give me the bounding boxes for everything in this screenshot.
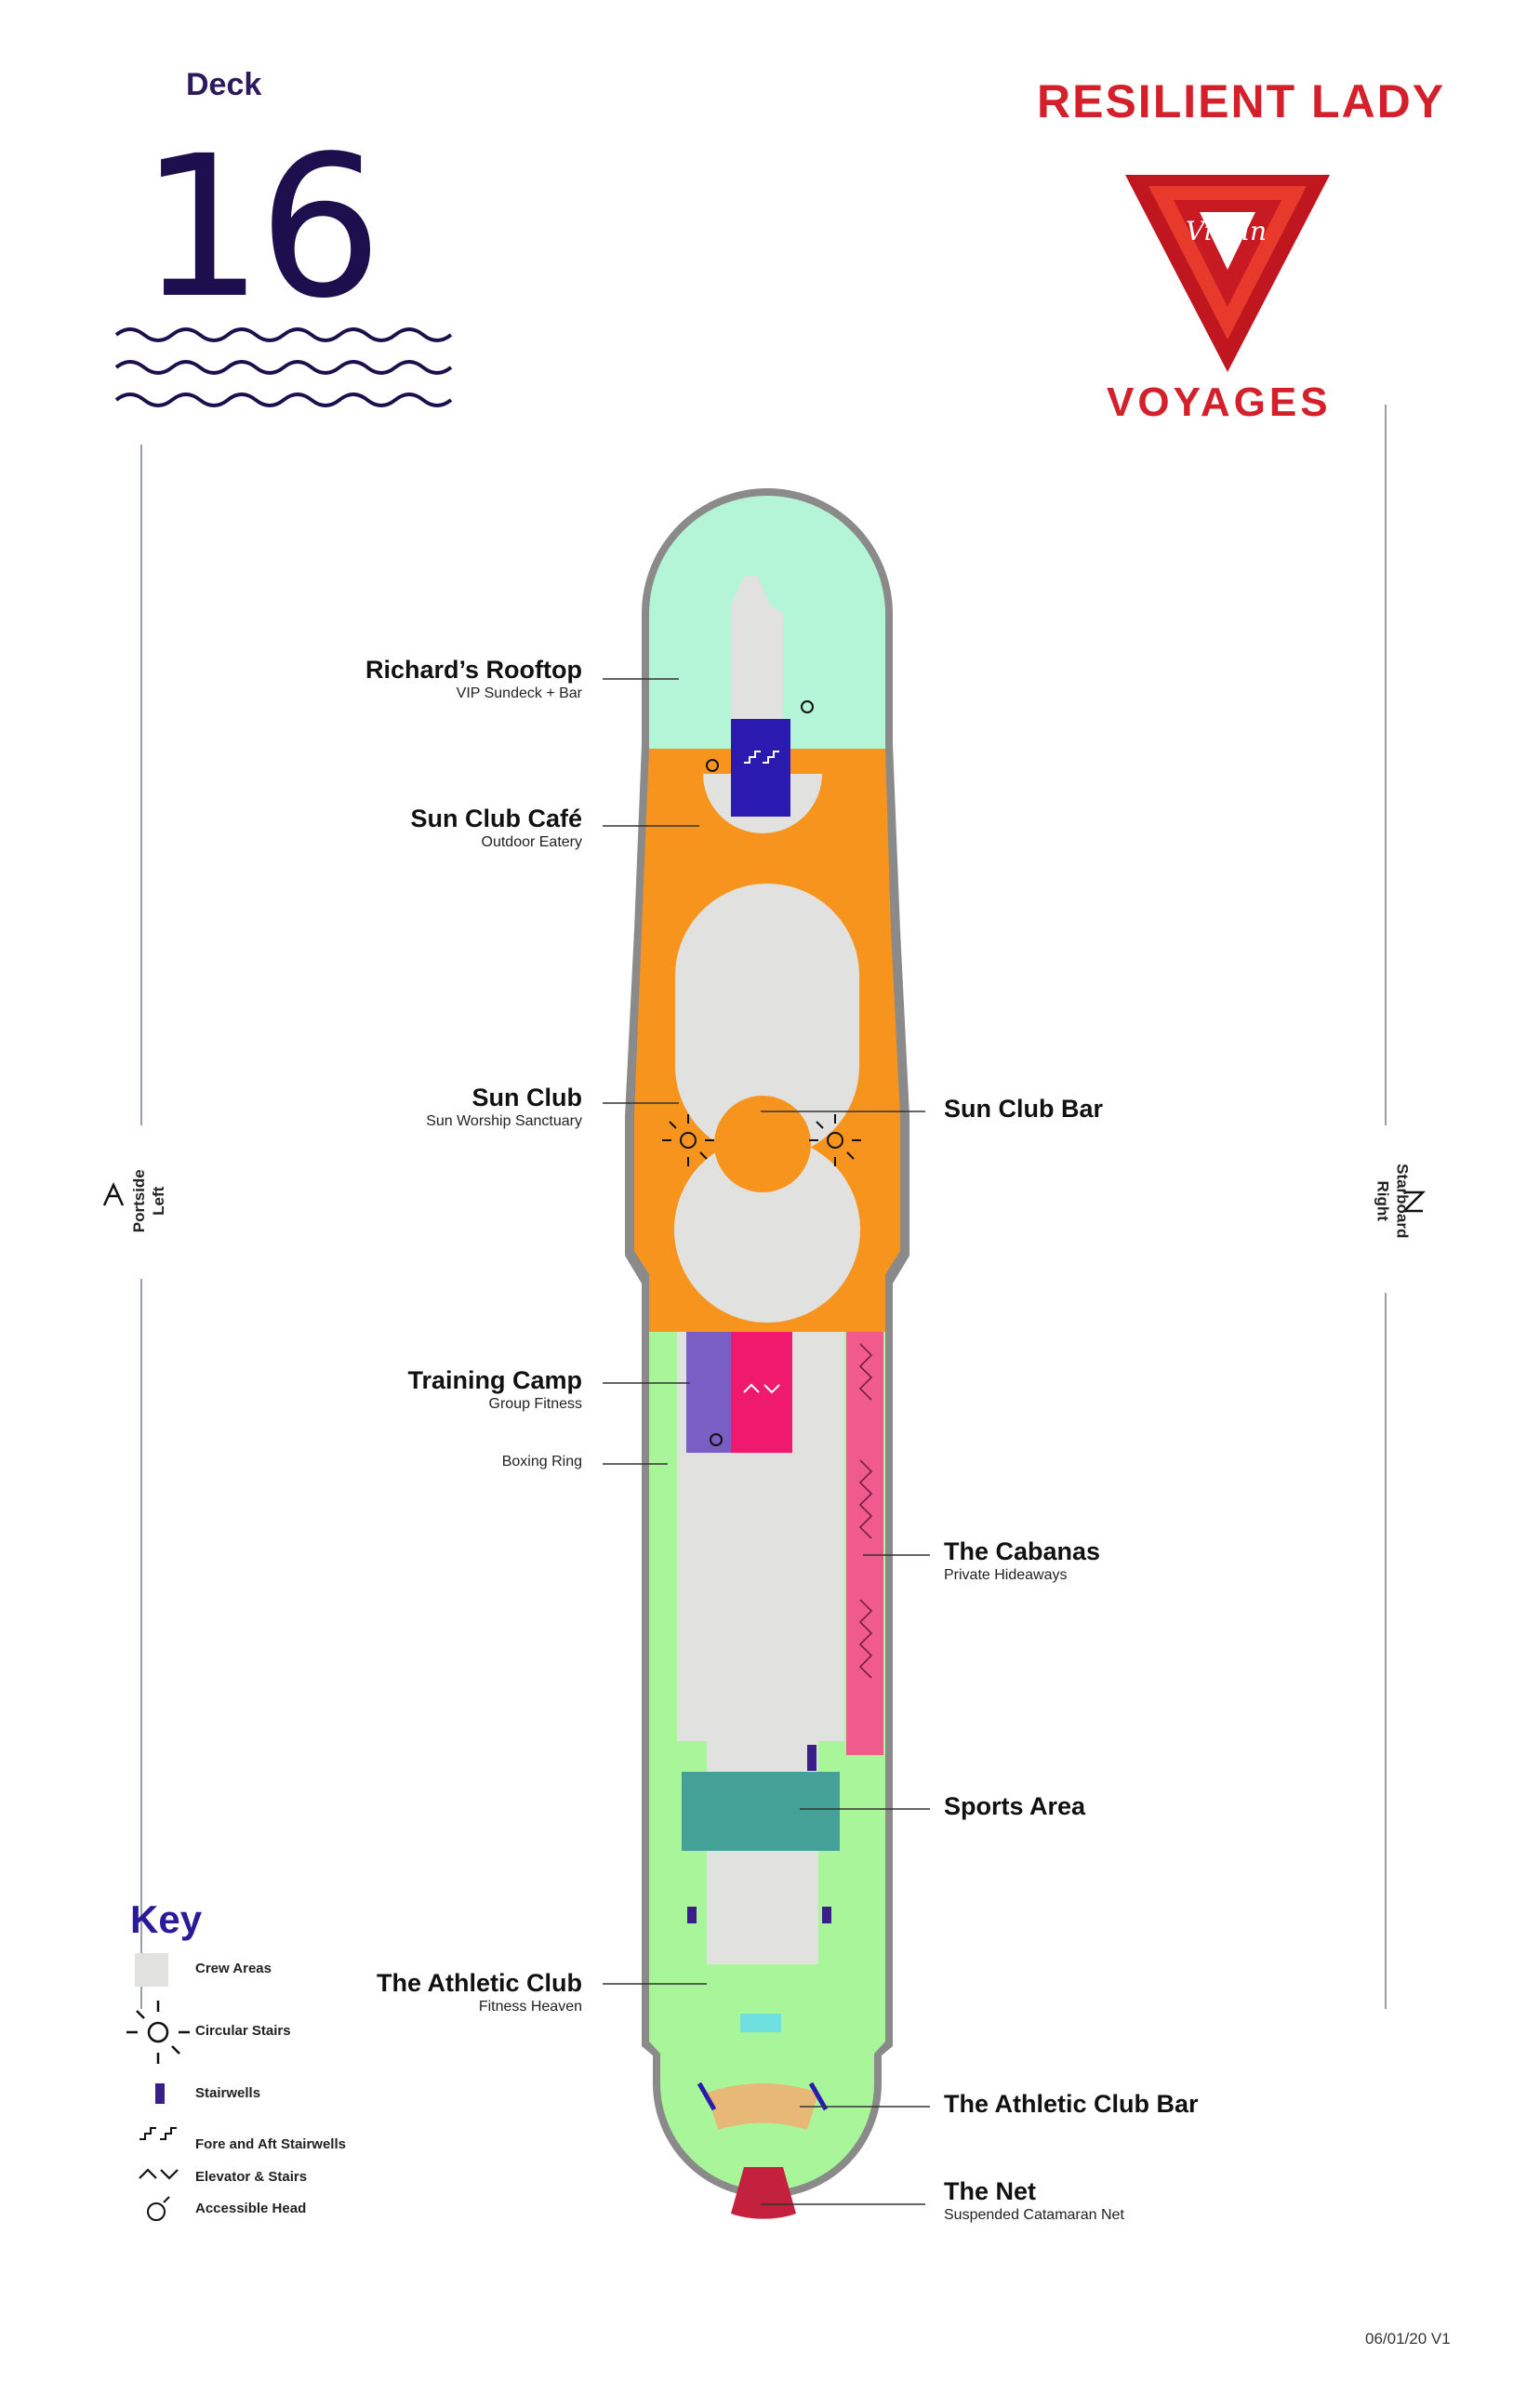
venue-athletic-club xyxy=(377,1970,582,2016)
venue-athletic-club-bar xyxy=(944,2091,1199,2119)
venue-training-camp xyxy=(407,1367,582,1414)
portside-line1: Portside xyxy=(129,1169,148,1233)
venue-the-cabanas xyxy=(944,1538,1100,1585)
deck-number: 16 xyxy=(139,113,378,341)
venue-name: The Athletic Club xyxy=(377,1969,582,1997)
starboard-line1: Starboard xyxy=(1393,1164,1412,1239)
accessible-head-icon xyxy=(148,2197,169,2220)
venue-desc: Suspended Catamaran Net xyxy=(944,2206,1124,2223)
fore-aft-stairwell-block xyxy=(731,719,790,817)
venue-desc: VIP Sundeck + Bar xyxy=(456,685,582,701)
venue-sports-area xyxy=(944,1793,1085,1821)
venue-sun-club-cafe xyxy=(410,805,582,852)
virgin-logo-text: Virgin xyxy=(1186,216,1267,246)
key-item-elevator-stairs: Elevator & Stairs xyxy=(195,2169,308,2185)
ship-name: RESILIENT LADY xyxy=(1037,75,1446,127)
venue-name: Sun Club Café xyxy=(410,805,582,832)
venue-desc: Outdoor Eatery xyxy=(481,833,582,850)
virgin-voyages-logo-icon xyxy=(1125,175,1330,372)
circular-stairs-icon xyxy=(126,2001,190,2064)
venue-desc: Fitness Heaven xyxy=(478,1998,582,2015)
venue-sun-club-bar xyxy=(944,1096,1103,1124)
stairwell-marker-aqua xyxy=(740,2014,781,2032)
venue-boxing-ring: Boxing Ring xyxy=(501,1454,582,1470)
starboard-label xyxy=(1373,1140,1413,1261)
version-date: 06/01/20 V1 xyxy=(1365,2330,1451,2348)
venue-the-net xyxy=(944,2178,1124,2225)
venue-name: Sun Club Bar xyxy=(944,1095,1104,1123)
portside-label xyxy=(129,1140,169,1261)
venue-desc: Sun Worship Sanctuary xyxy=(426,1112,582,1129)
venue-name: Training Camp xyxy=(407,1366,582,1394)
venue-richards-rooftop xyxy=(365,657,582,703)
fore-aft-stairwell-icon xyxy=(139,2128,177,2139)
sports-area xyxy=(682,1772,840,1851)
portside-icon xyxy=(104,1185,123,1205)
venue-name: The Cabanas xyxy=(944,1537,1101,1565)
key-item-circular-stairs: Circular Stairs xyxy=(195,2023,291,2039)
training-camp-area xyxy=(686,1332,731,1453)
venue-name: Sports Area xyxy=(944,1792,1086,1820)
venue-desc: Private Hideaways xyxy=(944,1566,1068,1583)
venue-sun-club xyxy=(426,1084,582,1131)
key-item-fore-aft-stairwells: Fore and Aft Stairwells xyxy=(195,2136,346,2152)
portside-line2: Left xyxy=(150,1186,167,1216)
venue-desc: Group Fitness xyxy=(488,1395,582,1412)
deck-label: Deck xyxy=(186,67,262,102)
crew-area-swatch xyxy=(135,1953,168,1987)
cabanas-area xyxy=(846,1332,883,1755)
key-item-stairwells: Stairwells xyxy=(195,2085,261,2101)
venue-name: The Net xyxy=(944,2177,1037,2205)
key-item-crew-areas: Crew Areas xyxy=(195,1961,272,1976)
key-title: Key xyxy=(130,1897,203,1941)
voyages-wordmark: VOYAGES xyxy=(1107,379,1332,425)
venue-name: The Athletic Club Bar xyxy=(944,2090,1199,2118)
key-item-accessible-head: Accessible Head xyxy=(195,2201,307,2216)
elevator-stairs-icon xyxy=(139,2170,178,2178)
elevator-stairs-block xyxy=(731,1332,792,1453)
venue-name: Richard’s Rooftop xyxy=(365,656,582,684)
sun-club-bar-circle xyxy=(714,1096,811,1192)
stairwell-icon xyxy=(155,2083,165,2104)
venue-name: Sun Club xyxy=(471,1084,582,1111)
starboard-line2: Right xyxy=(1374,1180,1391,1221)
